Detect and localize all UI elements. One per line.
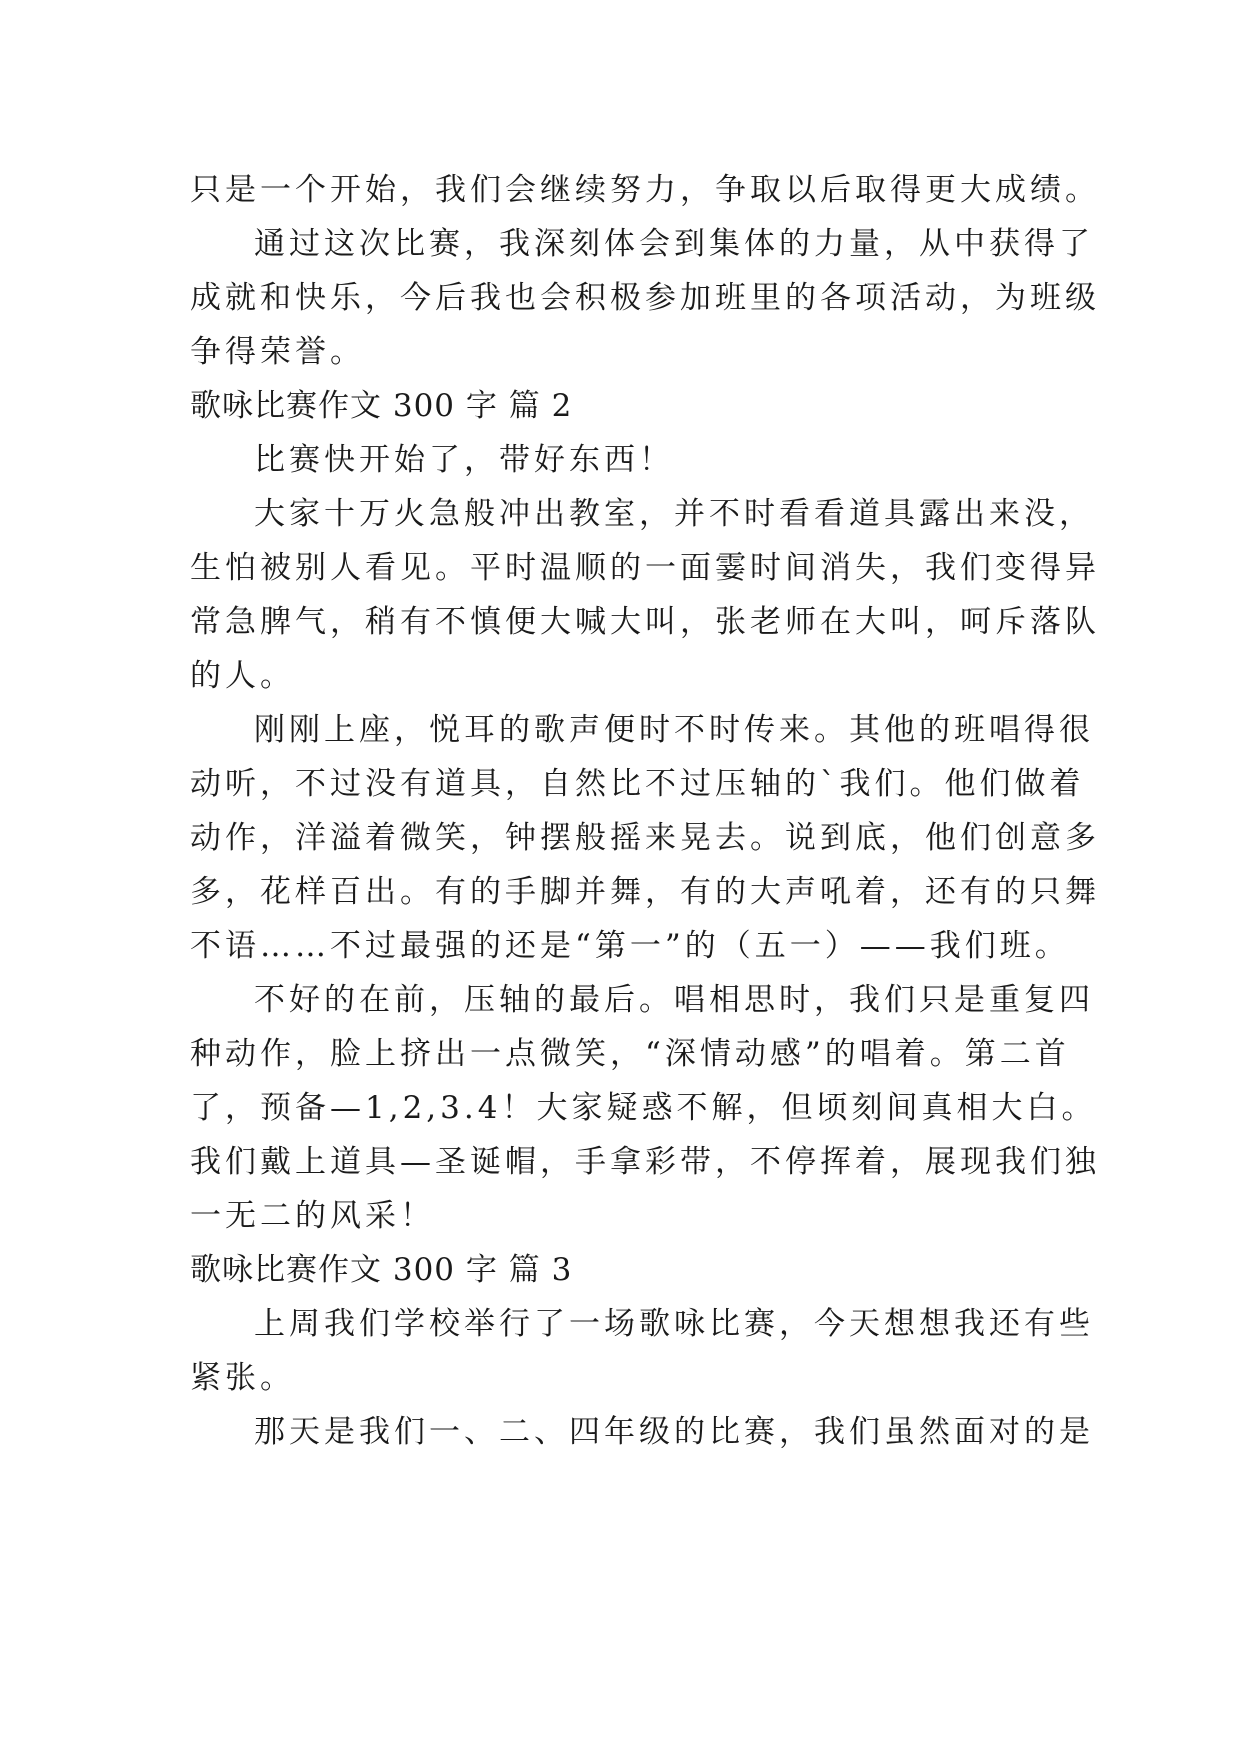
paragraph-line: 不语……不过最强的还是“第一”的（五一）——我们班。 [190, 928, 1070, 964]
paragraph-line: 种动作，脸上挤出一点微笑，“深情动感”的唱着。第二首 [190, 1036, 1070, 1072]
paragraph-line: 刚刚上座，悦耳的歌声便时不时传来。其他的班唱得很 [254, 712, 1094, 748]
paragraph-line: 通过这次比赛，我深刻体会到集体的力量，从中获得了 [254, 226, 1094, 262]
paragraph-line: 上周我们学校举行了一场歌咏比赛，今天想想我还有些 [254, 1306, 1094, 1342]
paragraph-line: 生怕被别人看见。平时温顺的一面霎时间消失，我们变得异 [190, 550, 1100, 586]
paragraph-line: 多，花样百出。有的手脚并舞，有的大声吼着，还有的只舞 [190, 874, 1100, 910]
paragraph-line: 动听，不过没有道具，自然比不过压轴的`我们。他们做着 [190, 766, 1085, 802]
paragraph-line: 了，预备—1,2,3.4！大家疑惑不解，但顷刻间真相大白。 [190, 1090, 1097, 1126]
paragraph-line: 比赛快开始了，带好东西！ [254, 442, 674, 478]
paragraph-line: 常急脾气，稍有不慎便大喊大叫，张老师在大叫，呵斥落队 [190, 604, 1100, 640]
paragraph-line: 我们戴上道具—圣诞帽，手拿彩带，不停挥着，展现我们独 [190, 1144, 1100, 1180]
paragraph-line: 的人。 [190, 658, 295, 694]
paragraph-line: 成就和快乐，今后我也会积极参加班里的各项活动，为班级 [190, 280, 1100, 316]
paragraph-line: 大家十万火急般冲出教室，并不时看看道具露出来没， [254, 496, 1094, 532]
paragraph-line: 争得荣誉。 [190, 334, 365, 370]
paragraph-line: 那天是我们一、二、四年级的比赛，我们虽然面对的是 [254, 1414, 1094, 1450]
section-heading: 歌咏比赛作文 300 字 篇 2 [190, 388, 573, 424]
paragraph-line: 一无二的风采！ [190, 1198, 435, 1234]
section-heading: 歌咏比赛作文 300 字 篇 3 [190, 1252, 573, 1288]
paragraph-line: 不好的在前，压轴的最后。唱相思时，我们只是重复四 [254, 982, 1094, 1018]
paragraph-line: 紧张。 [190, 1360, 295, 1396]
paragraph-line: 动作，洋溢着微笑，钟摆般摇来晃去。说到底，他们创意多 [190, 820, 1100, 856]
paragraph-line: 只是一个开始，我们会继续努力，争取以后取得更大成绩。 [190, 172, 1100, 208]
